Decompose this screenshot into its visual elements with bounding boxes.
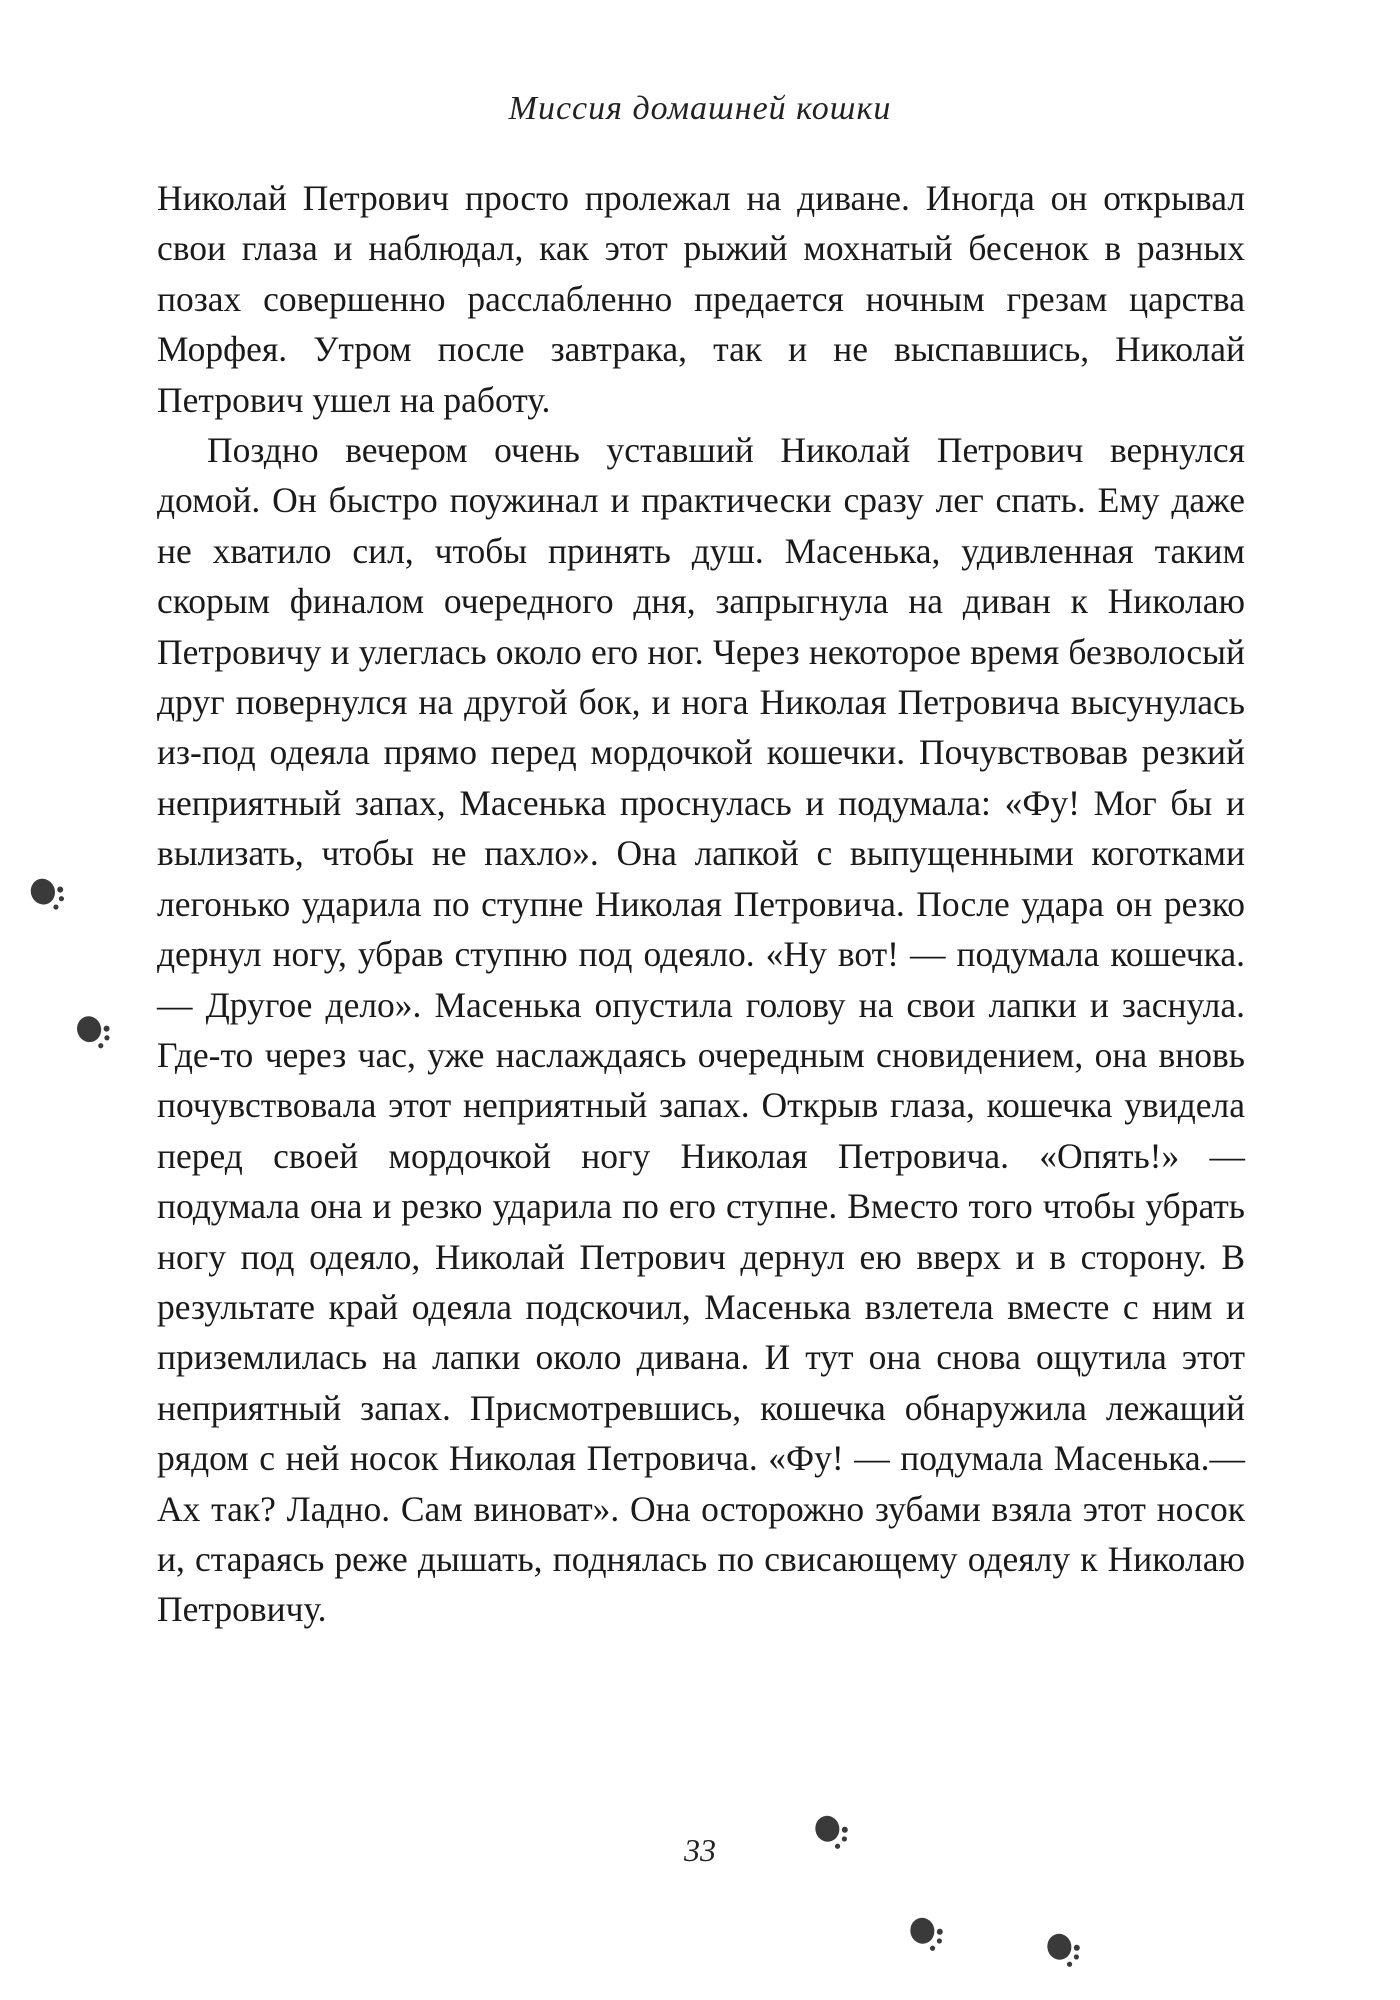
paw-print-icon	[67, 1005, 121, 1059]
paragraph-1: Николай Петрович просто пролежал на диване. Иногда он открывал свои глаза и наблюдал, как этот рыжий мохнатый бесенок в разных позах совершенно расслабленно предается ночным грезам царства Морфея. Утром после завтрака, так и не выспавшись, Николай Петрович ушел на работу.	[157, 178, 1245, 420]
paw-print-icon	[902, 1909, 953, 1960]
paw-print-icon	[807, 1807, 858, 1858]
page-number: 33	[684, 1832, 716, 1868]
body-text	[157, 173, 1245, 1635]
paragraph-2: Поздно вечером очень уставший Николай Петрович вернулся домой. Он быстро поужинал и практически сразу лег спать. Ему даже не хватило сил, чтобы принять душ. Масенька, удивленная таким скорым финалом очередного дня, запрыгнула на диван к Николаю Петровичу и улеглась около его ног. Через некоторое время безволосый друг повернулся на другой бок, и нога Николая Петровича высунулась из-под одеяла прямо перед мордочкой кошечки. Почувствовав резкий неприятный запах, Масенька проснулась и подумала: «Фу! Мог бы и вылизать, чтобы не пахло». Она лапкой с выпущенными коготками легонько ударила по ступне Николая Петровича. После удара он резко дернул ногу, убрав ступню под одеяло. «Ну вот! — подумала кошечка.— Другое дело». Масенька опустила голову на свои лапки и заснула. Где-то через час, уже наслаждаясь очередным сновидением, она вновь почувствовала этот неприятный запах. Открыв глаза, кошечка увидела перед своей мордочкой ногу Николая Петровича. «Опять!» — подумала она и резко ударила по его ступне. Вместо того чтобы убрать ногу под одеяло, Николай Петрович дернул ею вверх и в сторону. В результате край одеяла подскочил, Масенька взлетела вместе с ним и приземлилась на лапки около дивана. И тут она снова ощутила этот неприятный запах. Присмотревшись, кошечка обнаружила лежащий рядом с ней носок Николая Петровича. «Фу! — подумала Масенька.— Ах так? Ладно. Сам виноват». Она осторожно зубами взяла этот носок и, стараясь реже дышать, поднялась по свисающему одеялу к Николаю Петровичу.	[157, 430, 1245, 1630]
paw-print-icon	[20, 866, 76, 922]
paw-print-icon	[1039, 1925, 1090, 1976]
running-head: Миссия домашней кошки	[508, 90, 892, 127]
